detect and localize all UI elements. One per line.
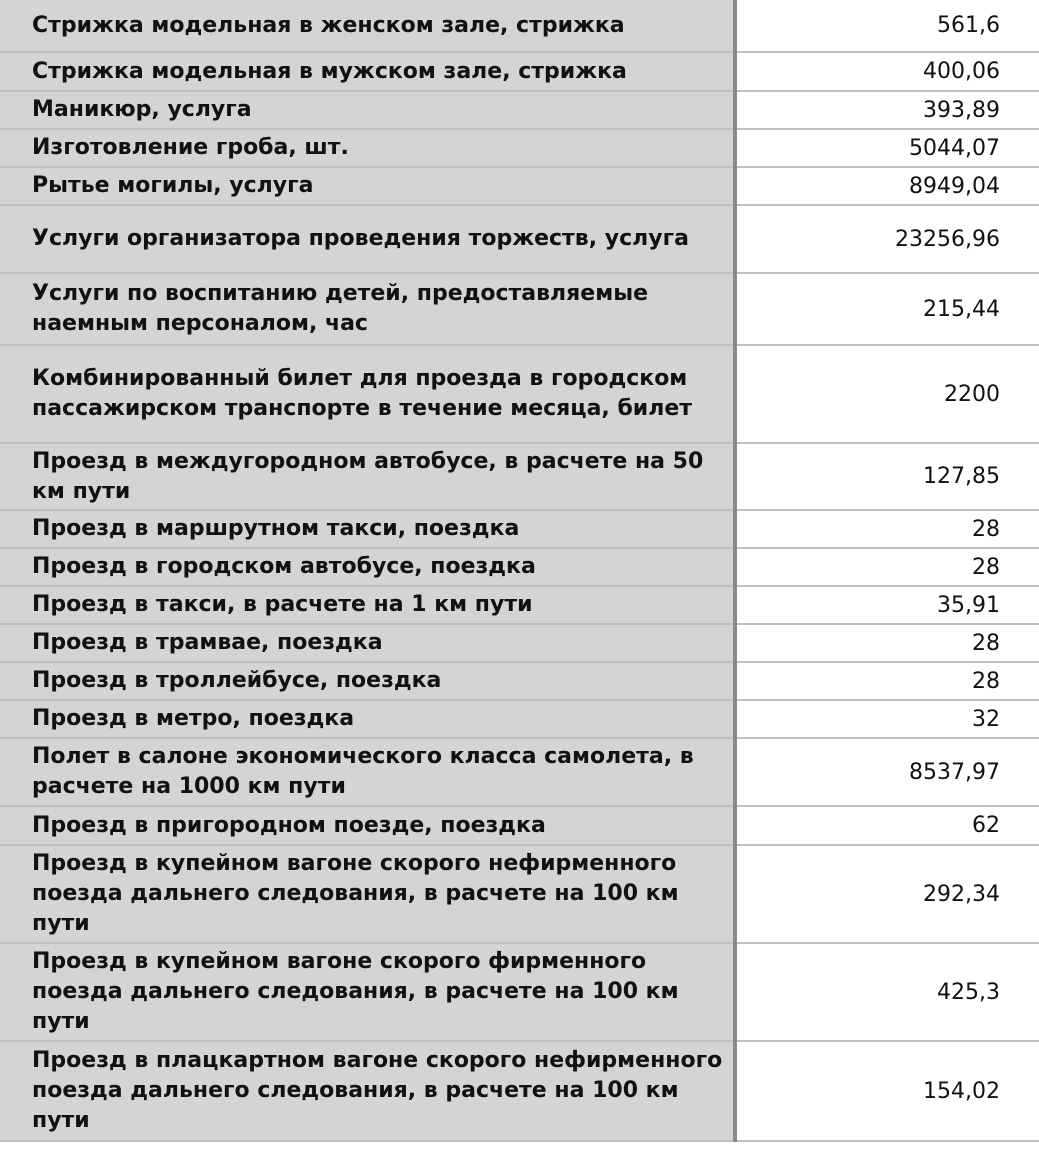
table-row bbox=[0, 738, 1039, 806]
service-price: 2200 bbox=[735, 345, 1039, 443]
table-row bbox=[0, 548, 1039, 586]
service-price: 154,02 bbox=[735, 1041, 1039, 1141]
table-row bbox=[0, 662, 1039, 700]
service-price: 32 bbox=[735, 700, 1039, 738]
table-row bbox=[0, 806, 1039, 845]
table-row bbox=[0, 52, 1039, 91]
service-name: Проезд в троллейбусе, поездка bbox=[0, 662, 735, 700]
service-name: Стрижка модельная в мужском зале, стрижка bbox=[0, 52, 735, 91]
service-name: Полет в салоне экономического класса самолета, в расчете на 1000 км пути bbox=[0, 738, 735, 806]
table-row bbox=[0, 129, 1039, 167]
table-row bbox=[0, 91, 1039, 129]
service-name: Проезд в маршрутном такси, поездка bbox=[0, 510, 735, 548]
table-row bbox=[0, 0, 1039, 52]
service-name: Проезд в купейном вагоне скорого фирменного поезда дальнего следования, в расчете на 100 км пути bbox=[0, 943, 735, 1041]
service-name: Проезд в междугородном автобусе, в расчете на 50 км пути bbox=[0, 443, 735, 510]
service-name: Проезд в метро, поездка bbox=[0, 700, 735, 738]
table-row bbox=[0, 700, 1039, 738]
service-name: Услуги по воспитанию детей, предоставляемые наемным персоналом, час bbox=[0, 273, 735, 345]
service-name: Услуги организатора проведения торжеств, услуга bbox=[0, 205, 735, 273]
table-row bbox=[0, 845, 1039, 943]
service-price: 127,85 bbox=[735, 443, 1039, 510]
table-row bbox=[0, 345, 1039, 443]
service-price: 62 bbox=[735, 806, 1039, 845]
table-row bbox=[0, 167, 1039, 205]
table-row bbox=[0, 624, 1039, 662]
service-price: 393,89 bbox=[735, 91, 1039, 129]
service-price: 28 bbox=[735, 662, 1039, 700]
service-name: Изготовление гроба, шт. bbox=[0, 129, 735, 167]
service-price: 425,3 bbox=[735, 943, 1039, 1041]
service-price: 8949,04 bbox=[735, 167, 1039, 205]
table-row bbox=[0, 586, 1039, 624]
table-row bbox=[0, 443, 1039, 510]
service-name: Проезд в такси, в расчете на 1 км пути bbox=[0, 586, 735, 624]
table-row bbox=[0, 510, 1039, 548]
service-price: 23256,96 bbox=[735, 205, 1039, 273]
service-price: 5044,07 bbox=[735, 129, 1039, 167]
service-price: 561,6 bbox=[735, 0, 1039, 52]
service-name: Проезд в плацкартном вагоне скорого нефирменного поезда дальнего следования, в расчете на 100 км пути bbox=[0, 1041, 735, 1141]
service-price: 292,34 bbox=[735, 845, 1039, 943]
service-price: 215,44 bbox=[735, 273, 1039, 345]
service-name: Стрижка модельная в женском зале, стрижка bbox=[0, 0, 735, 52]
service-name: Проезд в трамвае, поездка bbox=[0, 624, 735, 662]
service-price: 8537,97 bbox=[735, 738, 1039, 806]
table-row bbox=[0, 943, 1039, 1041]
service-name: Маникюр, услуга bbox=[0, 91, 735, 129]
service-price: 35,91 bbox=[735, 586, 1039, 624]
service-price: 28 bbox=[735, 548, 1039, 586]
service-price: 28 bbox=[735, 624, 1039, 662]
table-row bbox=[0, 273, 1039, 345]
service-name: Проезд в купейном вагоне скорого нефирменного поезда дальнего следования, в расчете на 100 км пути bbox=[0, 845, 735, 943]
table-row bbox=[0, 1041, 1039, 1141]
service-name: Проезд в пригородном поезде, поездка bbox=[0, 806, 735, 845]
service-price: 28 bbox=[735, 510, 1039, 548]
service-name: Проезд в городском автобусе, поездка bbox=[0, 548, 735, 586]
table-row bbox=[0, 205, 1039, 273]
service-name: Рытье могилы, услуга bbox=[0, 167, 735, 205]
service-price: 400,06 bbox=[735, 52, 1039, 91]
service-name: Комбинированный билет для проезда в городском пассажирском транспорте в течение месяца, билет bbox=[0, 345, 735, 443]
